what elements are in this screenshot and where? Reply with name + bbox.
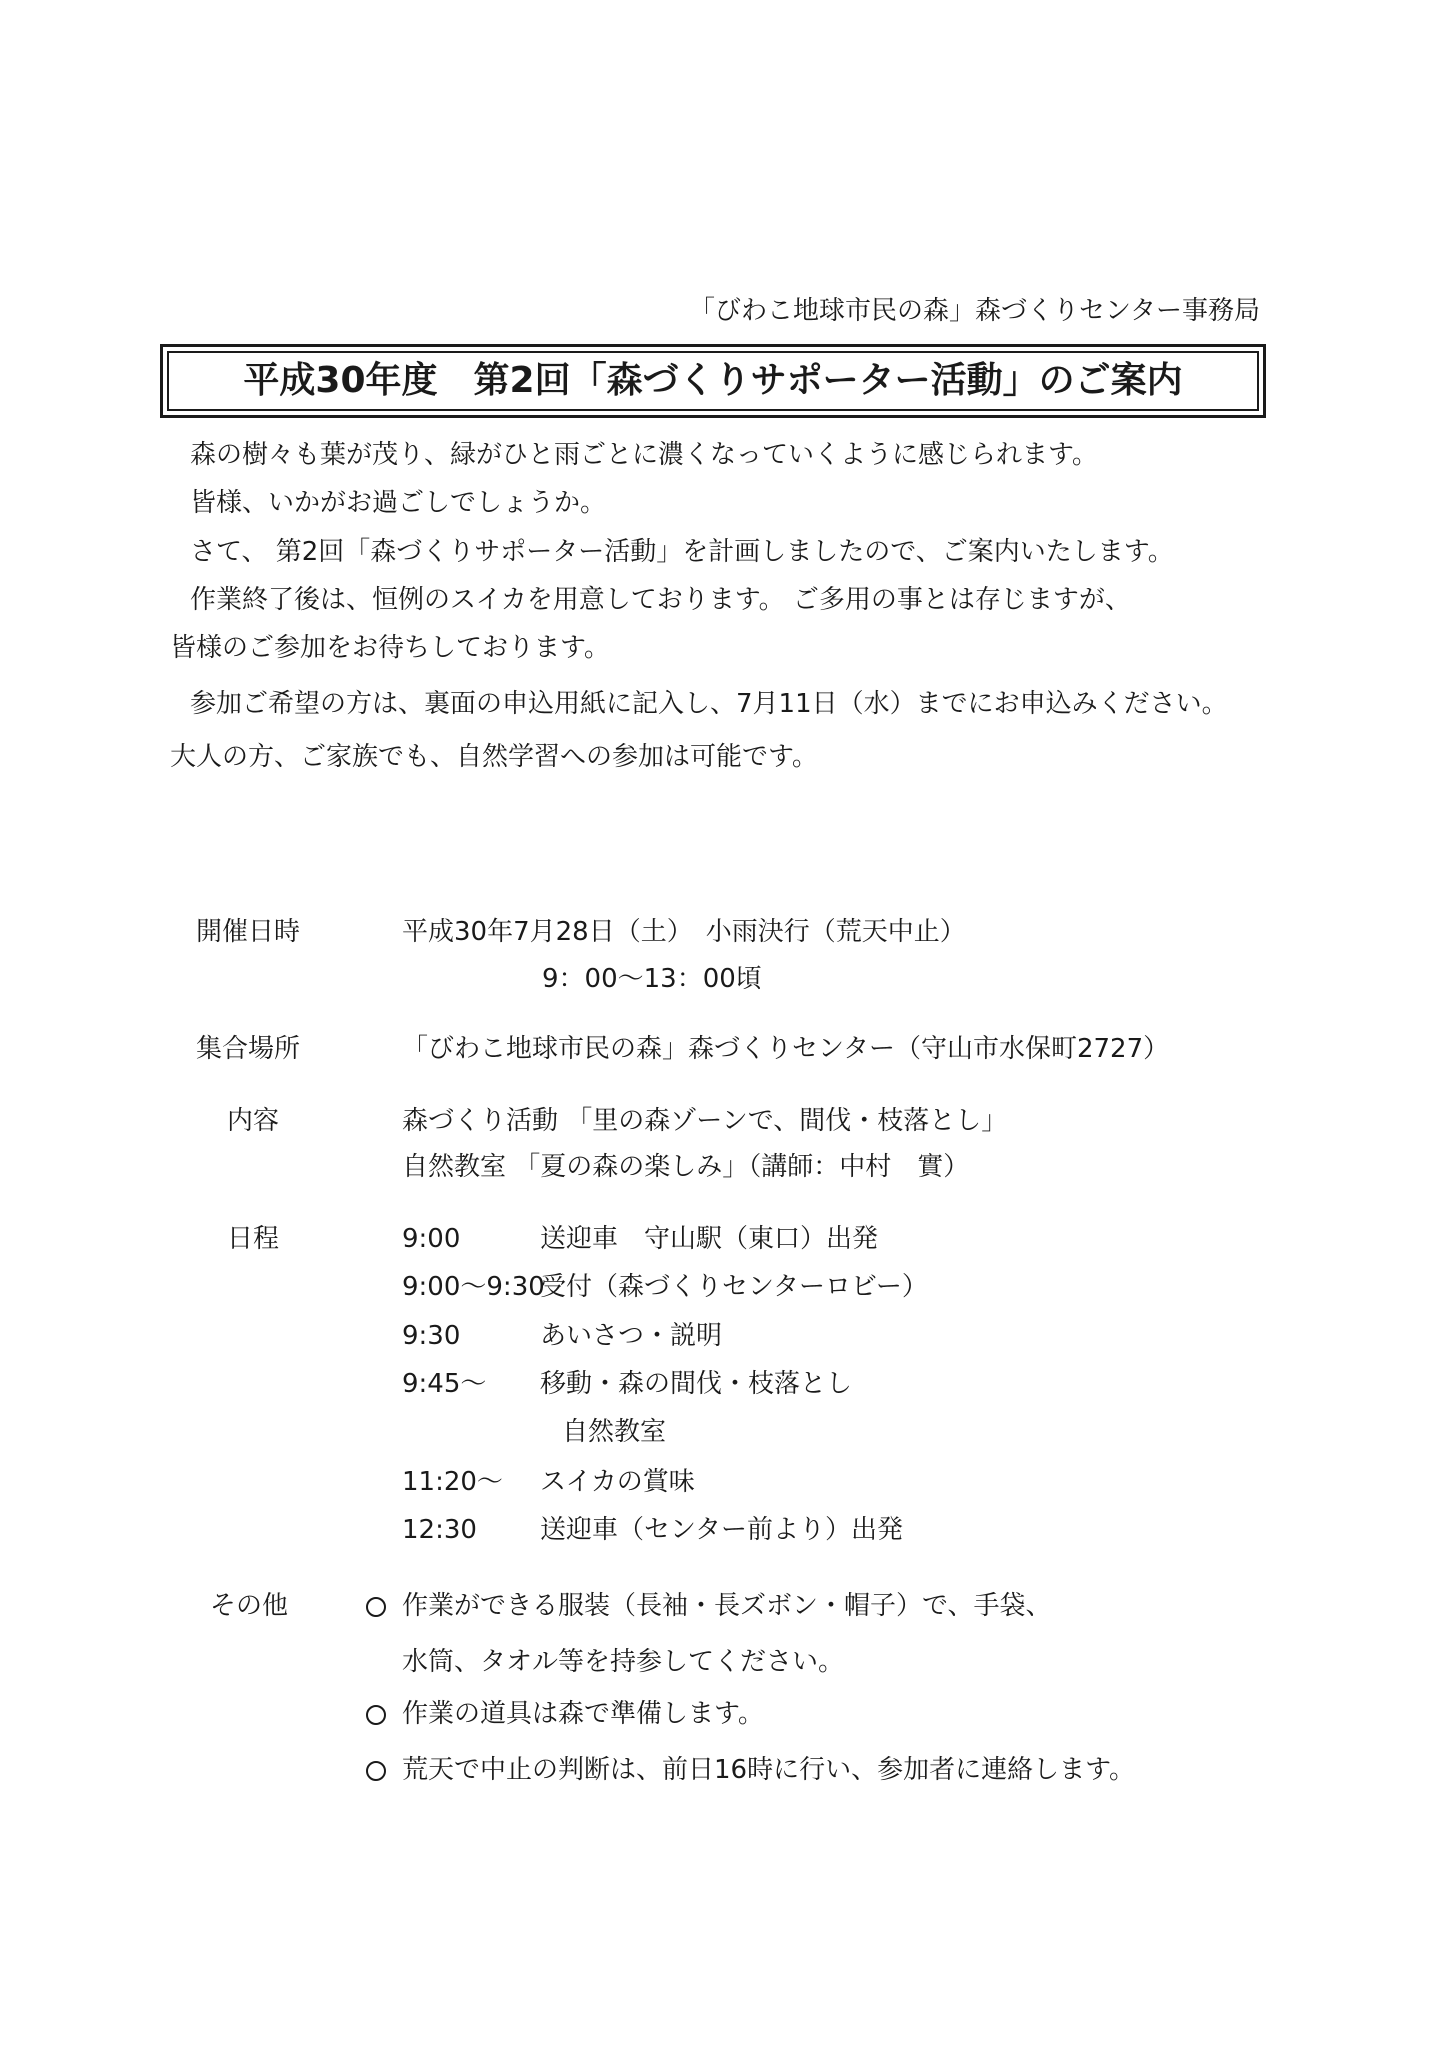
content-class: 自然教室 「夏の森の楽しみ」（講師：中村 實） [402, 1152, 970, 1182]
datetime-label: 開催日時 [196, 917, 301, 947]
circle-bullet-icon [366, 1705, 386, 1729]
other-note-1-continued: 水筒、タオル等を持参してください。 [402, 1647, 845, 1677]
other-note-3: 荒天で中止の判断は、前日16時に行い、参加者に連絡します。 [402, 1755, 1136, 1785]
schedule-item: 受付（森づくりセンターロビー） [540, 1272, 928, 1302]
intro-line-5: 皆様のご参加をお待ちしております。 [170, 633, 610, 663]
schedule-time: 9:30 [402, 1321, 461, 1351]
schedule-label: 日程 [227, 1224, 280, 1254]
intro-line-6: 参加ご希望の方は、裏面の申込用紙に記入し、7月11日（水）までにお申込みください。 [190, 689, 1228, 719]
datetime-time: 9：00～13：00頃 [542, 964, 762, 994]
content-activity: 森づくり活動 「里の森ゾーンで、間伐・枝落とし」 [402, 1106, 1008, 1136]
schedule-item: スイカの賞味 [540, 1467, 695, 1497]
content-label: 内容 [227, 1106, 280, 1136]
schedule-time: 12:30 [402, 1515, 477, 1545]
document-title: 平成30年度 第2回「森づくりサポーター活動」のご案内 [243, 360, 1183, 401]
intro-line-2: 皆様、いかがお過ごしでしょうか。 [190, 488, 607, 518]
title-frame [160, 344, 1266, 418]
other-note-2: 作業の道具は森で準備します。 [402, 1699, 764, 1729]
schedule-time: 9:00 [402, 1224, 461, 1254]
intro-line-3: さて、 第2回「森づくりサポーター活動」を計画しましたので、ご案内いたします。 [190, 537, 1174, 567]
schedule-time: 9:45～ [402, 1369, 487, 1399]
other-label: その他 [210, 1591, 289, 1621]
circle-bullet-icon [366, 1761, 386, 1785]
intro-line-1: 森の樹々も葉が茂り、緑がひと雨ごとに濃くなっていくように感じられます。 [190, 440, 1098, 470]
schedule-item: 自然教室 [562, 1417, 667, 1447]
schedule-time: 11:20～ [402, 1467, 503, 1497]
schedule-time: 9:00～9:30 [402, 1272, 545, 1302]
schedule-item: あいさつ・説明 [540, 1321, 723, 1351]
datetime-date: 平成30年7月28日（土） 小雨決行（荒天中止） [402, 917, 966, 947]
place-label: 集合場所 [196, 1034, 301, 1064]
other-note-1: 作業ができる服装（長袖・長ズボン・帽子）で、手袋、 [402, 1591, 1052, 1621]
circle-bullet-icon [366, 1597, 386, 1621]
issuer-name: 「びわこ地球市民の森」森づくりセンター事務局 [689, 296, 1260, 326]
intro-line-7: 大人の方、ご家族でも、自然学習への参加は可能です。 [170, 742, 818, 772]
intro-line-4: 作業終了後は、恒例のスイカを用意しております。 ご多用の事とは存じますが、 [190, 585, 1131, 615]
place-value: 「びわこ地球市民の森」森づくりセンター（守山市水保町2727） [402, 1034, 1170, 1064]
schedule-item: 送迎車（センター前より）出発 [540, 1515, 903, 1545]
schedule-item: 送迎車 守山駅（東口）出発 [540, 1224, 879, 1254]
schedule-item: 移動・森の間伐・枝落とし [540, 1369, 853, 1399]
